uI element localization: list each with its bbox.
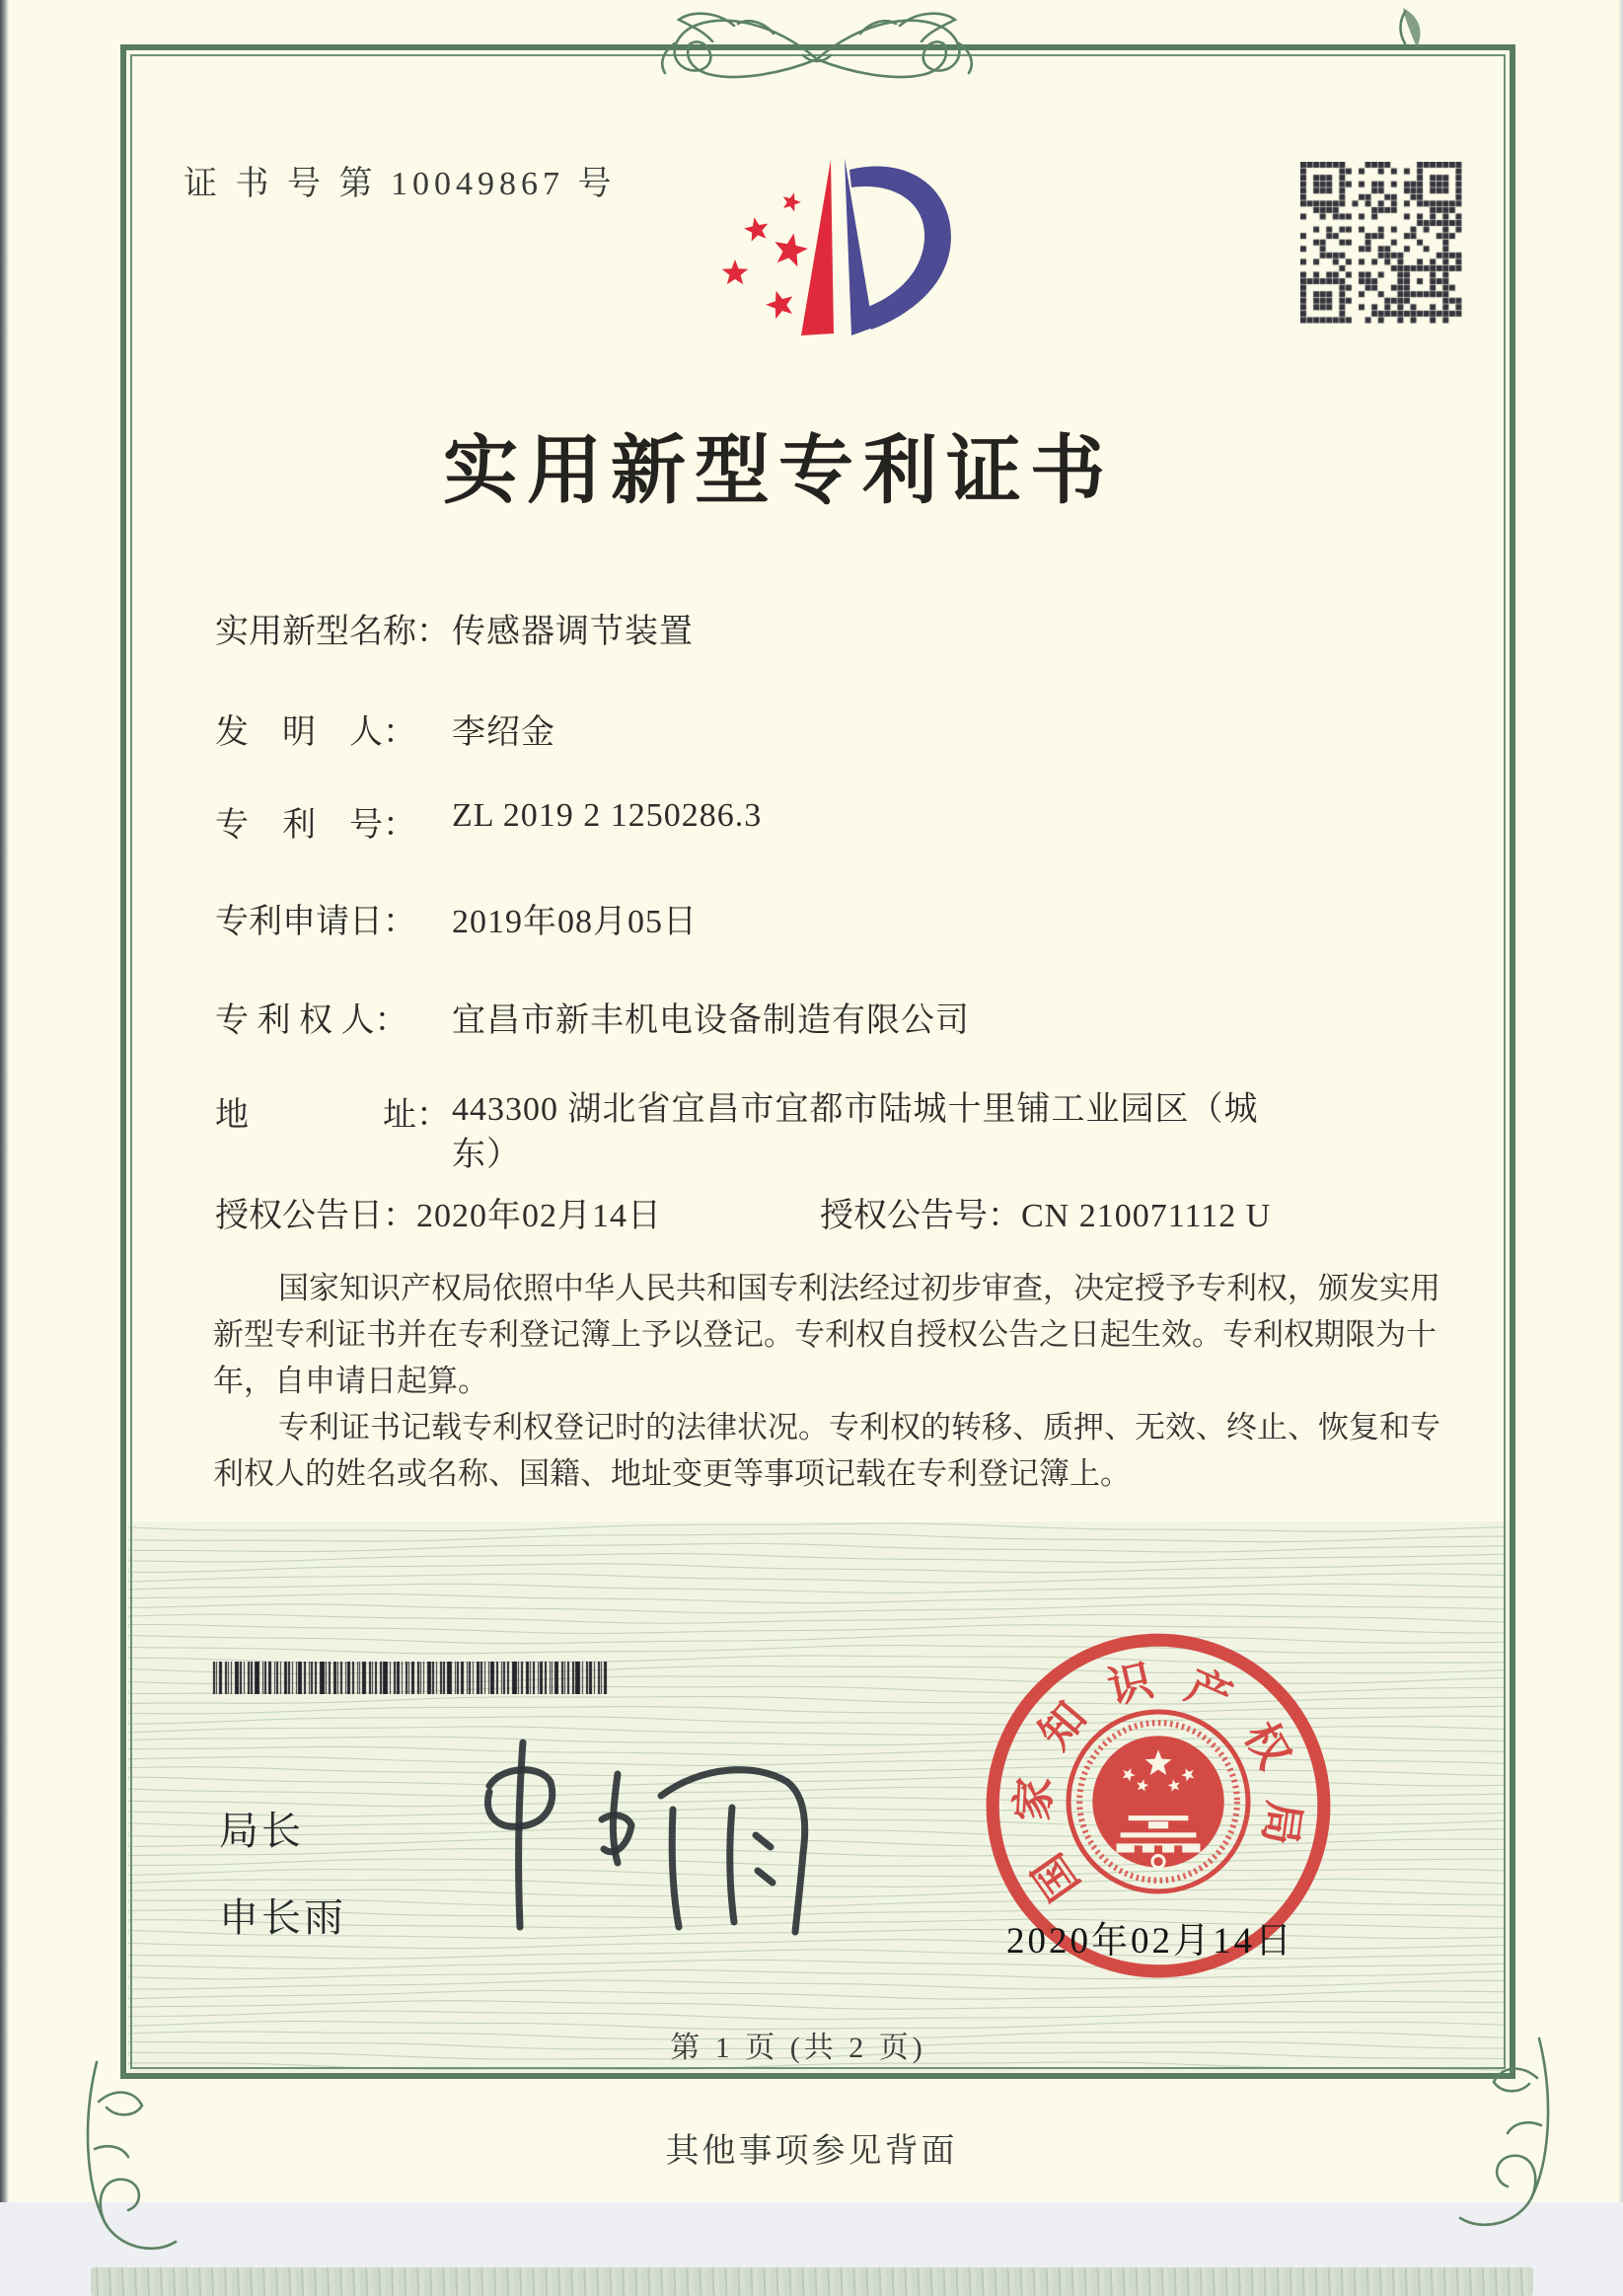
- svg-text:权: 权: [1234, 1714, 1300, 1777]
- seal-date: 2020年02月14日: [1006, 1921, 1294, 1962]
- legal-paragraph-2: 专利证书记载专利权登记时的法律状况。专利权的转移、质押、无效、终止、恢复和专利权人的姓名或名称、国籍、地址变更等事项记载在专利登记簿上。: [213, 1410, 1440, 1491]
- svg-text:识: 识: [1103, 1655, 1157, 1714]
- svg-text:国: 国: [1023, 1844, 1089, 1909]
- svg-text:局: 局: [1254, 1798, 1309, 1849]
- field-value: 传感器调节装置: [452, 614, 694, 650]
- field-label: 专 利 权 人：: [215, 1002, 408, 1039]
- field-row-address: [215, 1087, 1273, 1178]
- page-indicator: 第 1 页 (共 2 页): [670, 2032, 926, 2064]
- grant-number-value: CN 210071112 U: [1021, 1198, 1272, 1234]
- back-side-note: 其他事项参见背面: [665, 2133, 958, 2170]
- field-row-patentee: [215, 993, 970, 1041]
- certificate-title: 实用新型专利证书: [443, 430, 1114, 513]
- seal-national-emblem: [1069, 1712, 1248, 1891]
- svg-text:产: 产: [1178, 1660, 1239, 1724]
- field-label: 实用新型名称：: [215, 614, 450, 650]
- scan-edge-left: [0, 0, 9, 2202]
- field-value: 李绍金: [452, 714, 555, 751]
- certificate-number: 证 书 号 第 10049867 号: [184, 166, 617, 202]
- flourish-right: [817, 14, 972, 77]
- legal-text-block: [213, 1265, 1440, 1497]
- field-value: 宜昌市新丰机电设备制造有限公司: [452, 1002, 970, 1039]
- field-value: 443300 湖北省宜昌市宜都市陆城十里铺工业园区（城东）: [452, 1091, 1259, 1173]
- field-label: 地 址：: [215, 1097, 450, 1134]
- field-row-patent-number: [215, 797, 762, 846]
- field-label: 专 利 号：: [215, 807, 416, 844]
- svg-text:知: 知: [1029, 1692, 1096, 1758]
- cnipa-logo-icon: [686, 124, 1011, 373]
- field-row-inventor: [215, 704, 555, 753]
- field-value: ZL 2019 2 1250286.3: [452, 797, 763, 834]
- director-signature: [424, 1725, 829, 1966]
- logo-red-wedge: [801, 160, 834, 335]
- legal-paragraph-1: 国家知识产权局依照中华人民共和国专利法经过初步审查，决定授予专利权，颁发实用新型专利证书并在专利登记簿上予以登记。专利权自授权公告之日起生效。专利权期限为十年，自申请日起算。: [213, 1271, 1440, 1398]
- field-row-filing-date: [215, 894, 698, 942]
- emblem-gate-arches: [1135, 1845, 1183, 1852]
- top-flourish-ornament: [580, 0, 1054, 95]
- grant-number-label: 授权公告号：: [820, 1198, 1021, 1234]
- field-label: 专利申请日：: [215, 904, 416, 940]
- director-title-label: 局长: [219, 1810, 304, 1853]
- director-name-label: 申长雨: [219, 1896, 346, 1940]
- grant-date-label: 授权公告日：: [215, 1198, 416, 1234]
- logo-stars: [722, 192, 808, 319]
- qr-code: [1300, 162, 1462, 324]
- svg-text:家: 家: [1007, 1775, 1061, 1822]
- scan-edge-right: [1618, 0, 1623, 2202]
- top-right-leaf-ornament: [1395, 4, 1431, 49]
- field-row-grant: [215, 1188, 1272, 1236]
- barcode: [211, 1662, 611, 1694]
- certificate-cover-edge: [91, 2267, 1533, 2296]
- field-row-utility-name: [215, 604, 694, 652]
- field-value: 2019年08月05日: [452, 904, 698, 940]
- grant-date-value: 2020年02月14日: [416, 1198, 662, 1234]
- flourish-left: [662, 14, 817, 77]
- field-label: 发 明 人：: [215, 714, 416, 751]
- grant-number-pair: [820, 1188, 1271, 1236]
